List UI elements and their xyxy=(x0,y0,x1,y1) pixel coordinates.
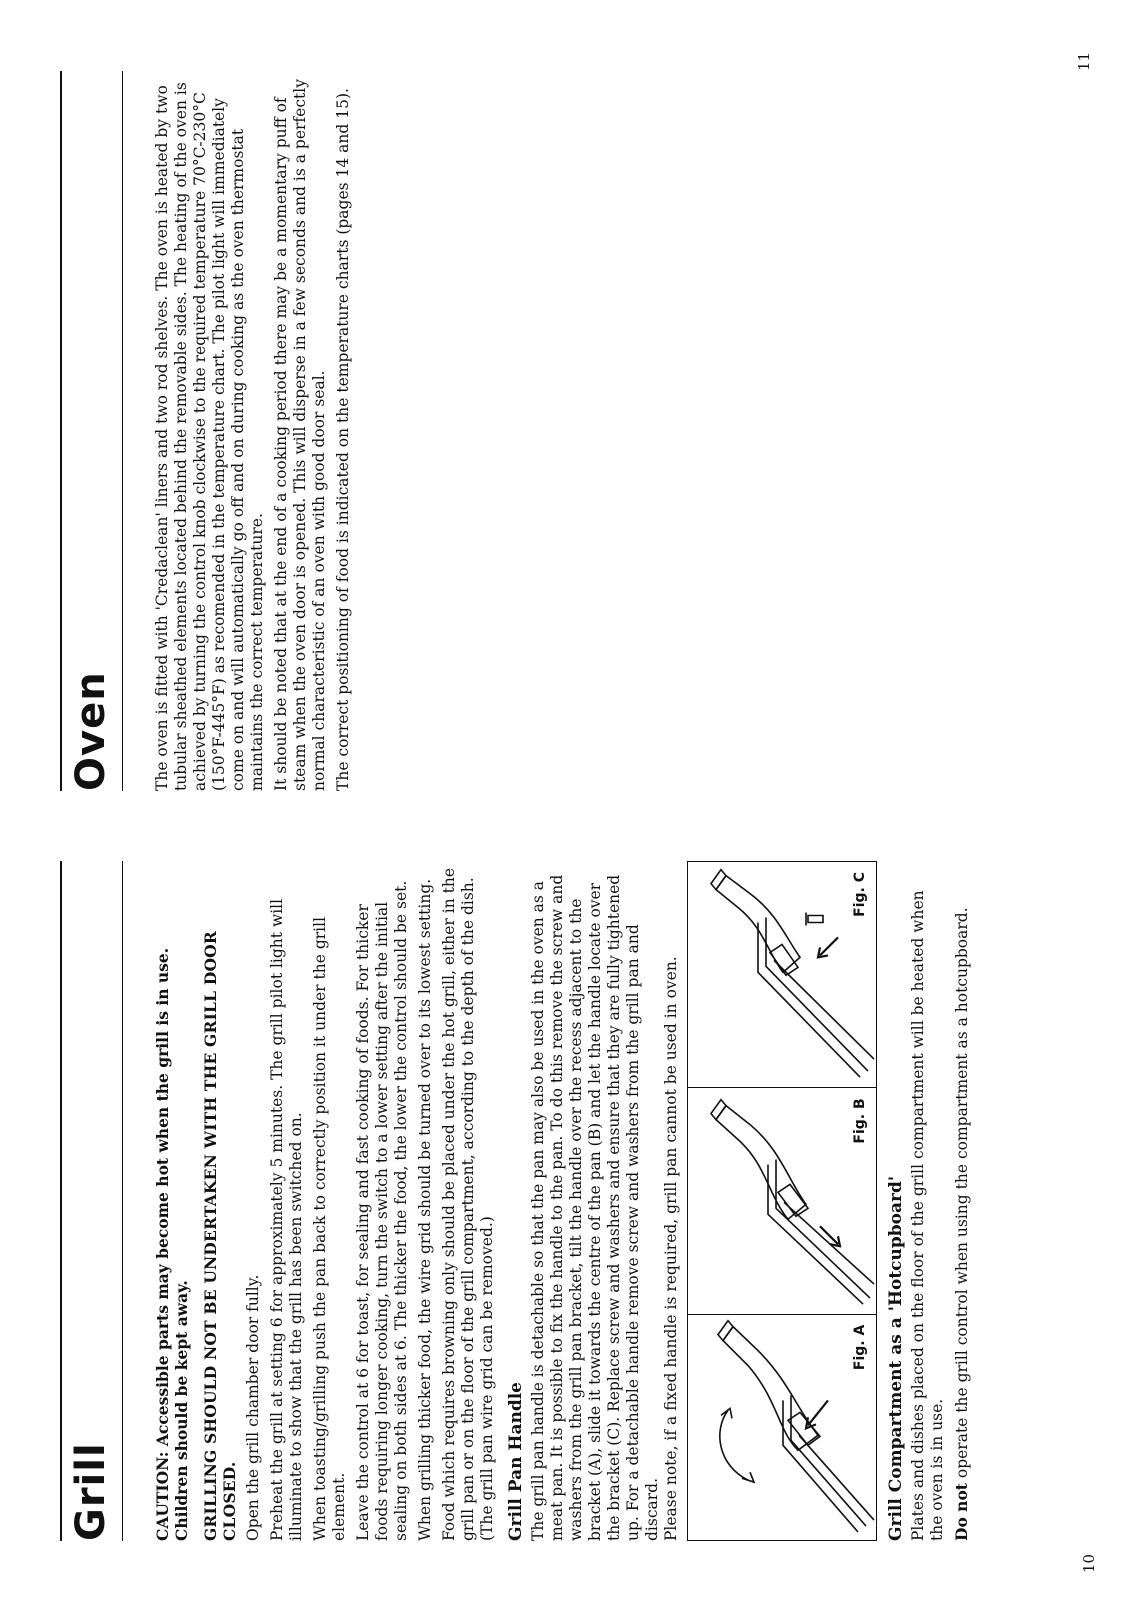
handle-figures xyxy=(687,861,877,1541)
grill-paragraph-3: When toasting/grilling push the pan back to correctly position it under the grill element. xyxy=(311,916,348,1541)
grill-door-warning: GRILLING SHOULD NOT BE UNDERTAKEN WITH THE GRILL DOOR CLOSED. xyxy=(201,931,239,1541)
figure-a-label: Fig. A xyxy=(852,1324,868,1371)
figure-c-drawing xyxy=(688,862,876,1087)
oven-top-rule xyxy=(60,71,62,791)
pan-handle-body: The grill pan handle is detachable so that the pan may also be used in the oven as a meat pan. It is possible to fix the handle to the pan. To do this remove the screw and washers from the grill pan bracket, tilt the handle over the recess adjacent to the bracket (A), slide it towards the centre of the pan (B) and let the handle locate over the bracket (C). Replace screw and washers and ensure that they are fully tightened up. For a detachable handle remove screw and washers from the grill pan and discard. xyxy=(529,874,661,1541)
hotcupboard-body: Plates and dishes placed on the floor of the grill compartment will be heated when the oven is in use. xyxy=(909,890,946,1541)
grill-paragraph-2: Preheat the grill at setting 6 for approximately 5 minutes. The grill pilot light will illuminate to show that the grill has been switched on. xyxy=(268,898,305,1541)
figure-a xyxy=(688,1314,876,1540)
pan-handle-note: Please note, if a fixed handle is required, grill pan cannot be used in oven. xyxy=(662,956,680,1541)
oven-paragraph-1: The oven is fitted with 'Credaclean' liners and two rod shelves. The oven is heated by two tubular sheathed elements located behind the removable sides. The heating of the oven is achieved by turning the control knob clockwise to the required temperature 70°C-230°C (150°F-445°F) as recomended in the temperature chart. The pilot light will immediately come on and will automatically go off and on during cooking as the oven thermostat maintains the correct temperature. xyxy=(153,82,266,791)
grill-paragraph-1: Open the grill chamber door fully. xyxy=(244,1274,262,1541)
grill-top-rule xyxy=(60,861,62,1541)
grill-paragraph-6: Food which requires browning only should be placed under the hot grill, either in the grill pan or on the floor of the grill compartment, according to the depth of the dish. (The grill pan wire grid can be removed.) xyxy=(440,867,496,1541)
caution-line-2: Children should be kept away. xyxy=(172,1280,191,1541)
figure-b-label: Fig. B xyxy=(852,1098,868,1144)
hotcupboard-warning-text: operate the grill control when using the compartment as a hotcupboard. xyxy=(953,907,971,1484)
grill-paragraph-4: Leave the control at 6 for toast, for sealing and fast cooking of foods. For thicker foods requiring longer cooking, turn the switch to a lower setting after the initial sealing on both sides at 6. The thicker the food, the lower the control should be set. xyxy=(354,880,410,1541)
oven-section xyxy=(60,71,358,791)
oven-paragraph-2: It should be noted that at the end of a cooking period there may be a momentary puff of steam when the oven door is opened. This will disperse in a few seconds and is a perfectly normal characteristic of an oven with good door seal. xyxy=(272,79,328,791)
pan-handle-heading: Grill Pan Handle xyxy=(506,1382,526,1541)
figure-b-drawing xyxy=(688,1088,876,1313)
hotcupboard-warning-emphasis: Do not xyxy=(952,1483,971,1541)
figure-c-label: Fig. C xyxy=(852,872,868,917)
grill-section xyxy=(60,861,977,1541)
hotcupboard-warning xyxy=(952,861,972,1541)
page-number-right: 11 xyxy=(1075,51,1093,71)
figure-a-drawing xyxy=(688,1315,876,1540)
figure-c xyxy=(688,862,876,1087)
grill-title: Grill xyxy=(68,1442,114,1541)
grill-title-rule xyxy=(122,861,123,1541)
page-number-left: 10 xyxy=(1080,1553,1098,1573)
grill-paragraph-5: When grilling thicker food, the wire grid should be turned over to its lowest setting. xyxy=(416,878,434,1541)
oven-title: Oven xyxy=(68,671,114,791)
oven-paragraph-3: The correct positioning of food is indicated on the temperature charts (pages 14 and 15). xyxy=(334,88,352,791)
figure-b xyxy=(688,1087,876,1313)
oven-title-rule xyxy=(122,71,123,791)
caution-line-1: CAUTION: Accessible parts may become hot when the grill is in use. xyxy=(153,947,172,1541)
hotcupboard-heading: Grill Compartment as a 'Hotcupboard' xyxy=(886,1175,906,1541)
